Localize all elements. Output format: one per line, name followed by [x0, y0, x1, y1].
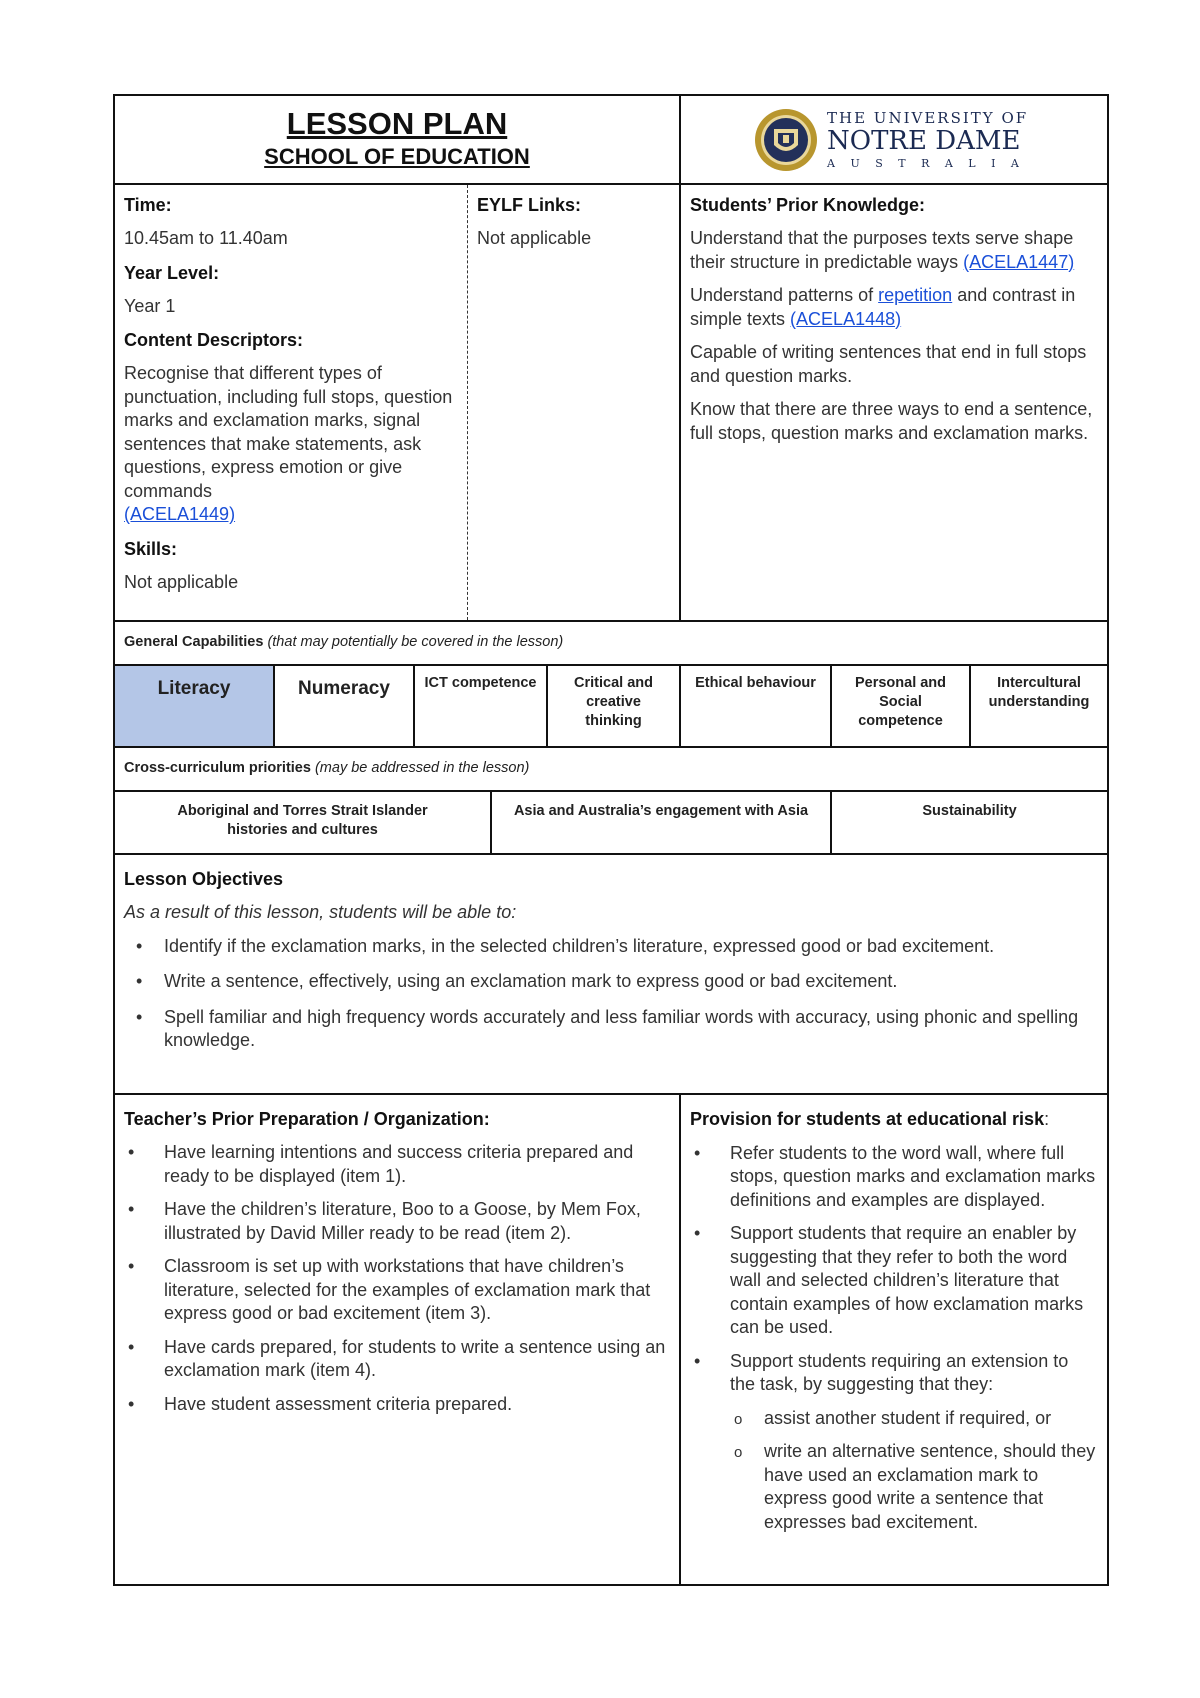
lesson-plan-table: [113, 94, 1109, 1586]
provision-heading: [690, 1107, 1098, 1132]
year-level-label: Year Level:: [124, 262, 220, 283]
capability-personal-social: [832, 666, 971, 746]
preparation-provision-row: [115, 1095, 1107, 1584]
content-descriptors-text: [124, 362, 458, 527]
school-name: SCHOOL OF EDUCATION: [264, 144, 530, 169]
content-descriptors-body: Recognise that different types of punctuation, including full stops, question marks and exclamation marks, signal sentences that make statements, ask questions, express emotion or give commands: [124, 363, 453, 501]
capability-ethical: [681, 666, 832, 746]
capability-literacy: [115, 666, 275, 746]
eylf-value: Not applicable: [477, 228, 592, 248]
list-item: • Support students that require an enabler by suggesting that they refer to both the word wall and selected children’s literature that contain examples of how exclamation marks can be used.: [690, 1222, 1098, 1340]
page-title: LESSON PLAN: [286, 106, 508, 141]
capability-label: Ethical behaviour: [695, 675, 816, 691]
list-item: • Write a sentence, effectively, using an exclamation mark to express good or bad excitement.: [124, 970, 1098, 994]
capability-label: Intercultural understanding: [988, 675, 1090, 710]
cross-curriculum-row: [115, 792, 1107, 855]
general-capabilities-title: [115, 622, 1107, 664]
provision-cell: [681, 1095, 1107, 1584]
list-item: • Refer students to the word wall, where full stops, question marks and exclamation marks definitions and examples are displayed.: [690, 1142, 1098, 1213]
list-item: • Have the children’s literature, Boo to a Goose, by Mem Fox, illustrated by David Miller ready to be read (item 2).: [124, 1198, 670, 1245]
year-level-value: Year 1: [124, 295, 176, 316]
logo-cell: [681, 96, 1107, 183]
capability-label: Critical and creative thinking: [574, 675, 653, 729]
provision-label: Provision for students at educational risk: [690, 1109, 1045, 1129]
university-seal-icon: [753, 107, 819, 173]
eylf-label: EYLF Links:: [477, 195, 582, 215]
acela1447-link[interactable]: (ACELA1447): [963, 251, 1075, 272]
objectives-cell: [115, 855, 1107, 1093]
title-cell: [115, 96, 681, 183]
acela1448-link[interactable]: (ACELA1448): [790, 308, 902, 329]
general-capabilities-label: General Capabilities: [124, 634, 264, 650]
prior-knowledge-p4: Know that there are three ways to end a sentence, full stops, question marks and exclamation marks.: [690, 399, 1093, 443]
capability-label: ICT competence: [424, 675, 537, 691]
priority-label: Asia and Australia’s engagement with Asia: [513, 803, 809, 819]
cross-curriculum-title: [115, 748, 1107, 790]
priority-label: Aboriginal and Torres Strait Islander histories and cultures: [177, 803, 428, 838]
details-row: [115, 185, 1107, 622]
details-cell: [115, 185, 468, 620]
prior-knowledge-label: Students’ Prior Knowledge:: [690, 195, 926, 215]
general-capabilities-row: [115, 666, 1107, 748]
capability-label: Numeracy: [298, 678, 390, 699]
prior-knowledge-p1-text: Understand that the purposes texts serve shape their structure in predictable ways: [690, 228, 1074, 272]
list-item: o write an alternative sentence, should they have used an exclamation mark to express good write a sentence that expresses bad excitement.: [690, 1440, 1098, 1534]
prior-knowledge-p1: [690, 227, 1098, 274]
prior-knowledge-p2: [690, 284, 1098, 331]
list-item: • Support students requiring an extension to the task, by suggesting that they:: [690, 1350, 1098, 1397]
logo-line-1: THE UNIVERSITY OF: [827, 108, 1029, 127]
list-item: • Have student assessment criteria prepared.: [124, 1393, 670, 1417]
priority-asia: [492, 792, 832, 853]
priority-aboriginal: [115, 792, 492, 853]
preparation-cell: [115, 1095, 681, 1584]
prior-knowledge-p3: Capable of writing sentences that end in full stops and question marks.: [690, 342, 1087, 386]
provision-label-suffix: :: [1044, 1109, 1050, 1129]
objectives-list: [124, 935, 1098, 1053]
capability-critical-thinking: [548, 666, 681, 746]
list-item: • Spell familiar and high frequency words accurately and less familiar words with accuracy, using phonic and spelling knowledge.: [124, 1006, 1098, 1053]
cross-curriculum-label: Cross-curriculum priorities: [124, 760, 311, 776]
time-value: 10.45am to 11.40am: [124, 228, 288, 248]
prior-knowledge-cell: [681, 185, 1107, 620]
preparation-label: Teacher’s Prior Preparation / Organization:: [124, 1109, 490, 1129]
list-item: • Have cards prepared, for students to write a sentence using an exclamation mark (item 4).: [124, 1336, 670, 1383]
objectives-row: [115, 855, 1107, 1095]
cross-curriculum-header: [115, 748, 1107, 792]
cross-curriculum-note: (may be addressed in the lesson): [314, 760, 530, 776]
list-item: • Identify if the exclamation marks, in the selected children’s literature, expressed good or bad excitement.: [124, 935, 1098, 959]
acela1449-link[interactable]: (ACELA1449): [124, 504, 236, 524]
capability-numeracy: [275, 666, 415, 746]
skills-value: Not applicable: [124, 571, 239, 592]
preparation-list: [124, 1141, 670, 1416]
general-capabilities-header: [115, 622, 1107, 666]
prior-knowledge-p2-b: and contrast in simple texts: [690, 285, 1076, 329]
list-item: • Classroom is set up with workstations that have children’s literature, selected for the examples of exclamation mark that express good or bad excitement (item 3).: [124, 1255, 670, 1326]
header-row: [115, 96, 1107, 185]
university-logo-text: [827, 108, 1029, 170]
list-item: • Have learning intentions and success criteria prepared and ready to be displayed (item 1).: [124, 1141, 670, 1188]
time-label: Time:: [124, 195, 172, 215]
provision-sub-list: [690, 1407, 1098, 1535]
priority-sustainability: [832, 792, 1107, 853]
skills-label: Skills:: [124, 538, 178, 559]
priority-label: Sustainability: [922, 803, 1017, 819]
logo-line-3: A U S T R A L I A: [827, 156, 1025, 170]
repetition-link[interactable]: repetition: [878, 285, 953, 305]
capability-ict: [415, 666, 548, 746]
capability-intercultural: [971, 666, 1107, 746]
logo-line-2: NOTRE DAME: [827, 125, 1021, 156]
content-descriptors-label: Content Descriptors:: [124, 330, 304, 350]
list-item: o assist another student if required, or: [690, 1407, 1098, 1431]
capability-label: Literacy: [157, 678, 231, 699]
provision-list: [690, 1142, 1098, 1397]
general-capabilities-note: (that may potentially be covered in the lesson): [267, 634, 564, 650]
capability-label: Personal and Social competence: [854, 675, 947, 729]
prior-knowledge-p2-a: Understand patterns of: [690, 285, 874, 305]
objectives-intro: As a result of this lesson, students will be able to:: [124, 902, 517, 922]
objectives-label: Lesson Objectives: [124, 869, 284, 889]
eylf-cell: [468, 185, 681, 620]
